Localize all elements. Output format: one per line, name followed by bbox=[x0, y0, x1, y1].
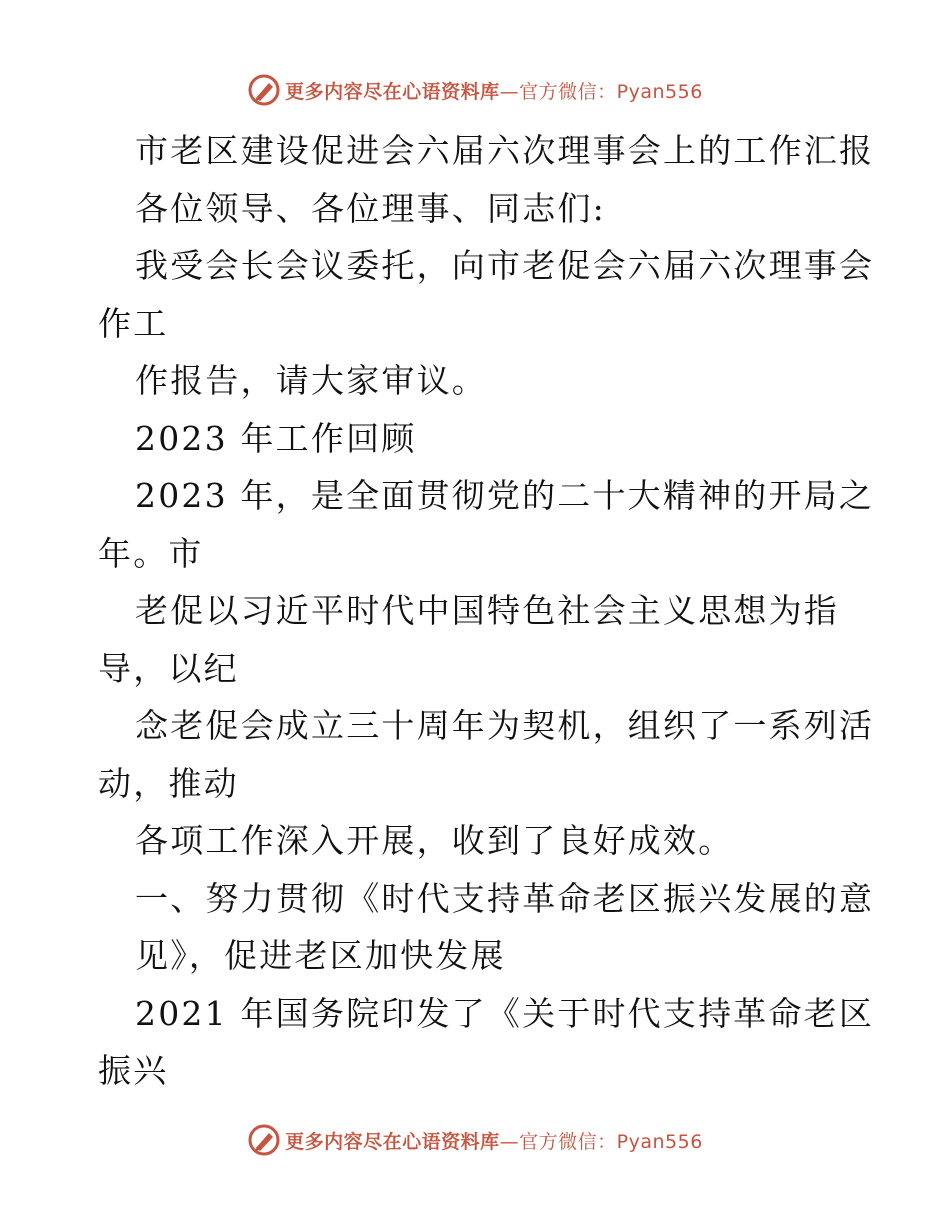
text-line: 市老区建设促进会六届六次理事会上的工作汇报 bbox=[135, 131, 875, 170]
text-line: 年。市 bbox=[98, 533, 204, 573]
text-line: 一、努力贯彻《时代支持革命老区振兴发展的意 bbox=[135, 878, 875, 918]
text-line: 振兴 bbox=[98, 1051, 169, 1090]
pen-logo-icon bbox=[247, 73, 281, 107]
text-line: 我受会长会议委托，向市老促会六届六次理事会 bbox=[135, 246, 875, 285]
text-line: 各项工作深入开展，收到了良好成效。 bbox=[135, 821, 734, 860]
footer-watermark bbox=[0, 1120, 950, 1160]
text-line: 念老促会成立三十周年为契机，组织了一系列活 bbox=[135, 706, 875, 745]
watermark-text: 更多内容尽在心语资料库—官方微信：Pyan556 bbox=[285, 1130, 703, 1153]
text-line: 作报告，请大家审议。 bbox=[135, 361, 487, 400]
text-line: 2023 年，是全面贯彻党的二十大精神的开局之 bbox=[135, 476, 875, 515]
watermark-text: 更多内容尽在心语资料库—官方微信：Pyan556 bbox=[285, 80, 703, 103]
document-body bbox=[98, 122, 875, 1100]
text-line: 动，推动 bbox=[98, 763, 239, 803]
header-watermark bbox=[0, 70, 950, 110]
text-line: 2023 年工作回顾 bbox=[135, 418, 417, 458]
pen-logo-icon bbox=[247, 1123, 281, 1157]
text-line: 各位领导、各位理事、同志们: bbox=[135, 188, 606, 228]
text-line: 老促以习近平时代中国特色社会主义思想为指 bbox=[135, 591, 839, 630]
text-line: 2021 年国务院印发了《关于时代支持革命老区 bbox=[135, 993, 875, 1033]
text-line: 作工 bbox=[98, 303, 169, 343]
text-line: 见》，促进老区加快发展 bbox=[135, 936, 506, 975]
text-line: 导，以纪 bbox=[98, 648, 239, 688]
